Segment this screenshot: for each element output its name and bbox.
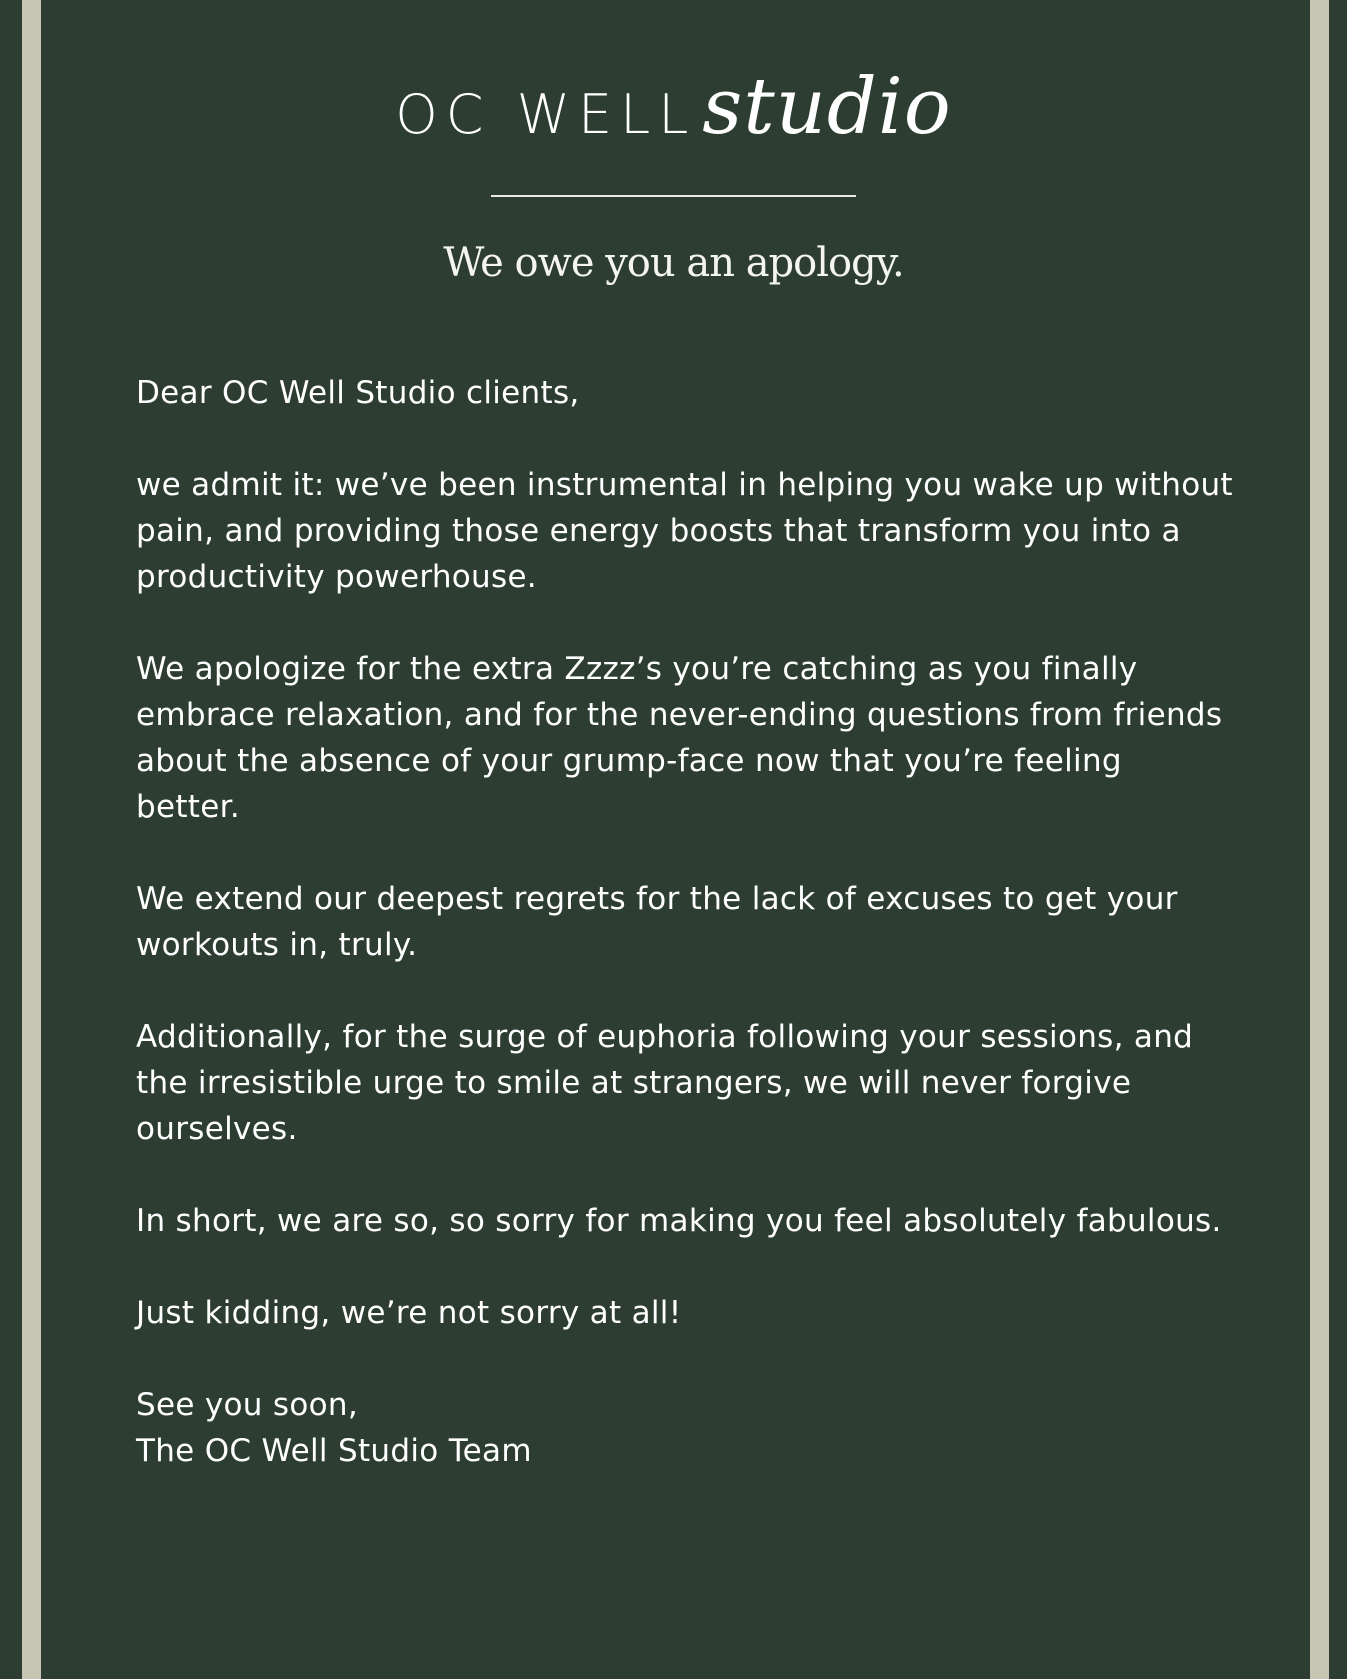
letter-paragraph: We apologize for the extra Zzzz’s you’re catching as you finally embrace relaxation, and for the never-ending questions from friends about the absence of your grump-face now that you’re feeling better. xyxy=(136,651,1223,825)
letter-greeting: Dear OC Well Studio clients, xyxy=(136,375,580,411)
logo-script: studio xyxy=(702,62,952,152)
letter-paragraph: we admit it: we’ve been instrumental in helping you wake up without pain, and providing those energy boosts that transform you into a productivity powerhouse. xyxy=(136,467,1233,595)
letter-signoff: See you soon, xyxy=(136,1387,358,1423)
header-divider xyxy=(491,195,856,197)
letter-paragraph: Just kidding, we’re not sorry at all! xyxy=(136,1295,682,1331)
page-title: We owe you an apology. xyxy=(443,240,904,286)
letter-body xyxy=(136,370,1236,1474)
brand-logo xyxy=(0,62,1347,152)
letter-signature: The OC Well Studio Team xyxy=(136,1433,532,1469)
letter-paragraph: In short, we are so, so sorry for making you feel absolutely fabulous. xyxy=(136,1203,1222,1239)
logo-wordmark: OC WELL xyxy=(395,83,697,146)
letter-paragraph: Additionally, for the surge of euphoria following your sessions, and the irresistible urge to smile at strangers, we will never forgive ourselves. xyxy=(136,1019,1194,1147)
letter-paragraph: We extend our deepest regrets for the lack of excuses to get your workouts in, truly. xyxy=(136,881,1178,963)
